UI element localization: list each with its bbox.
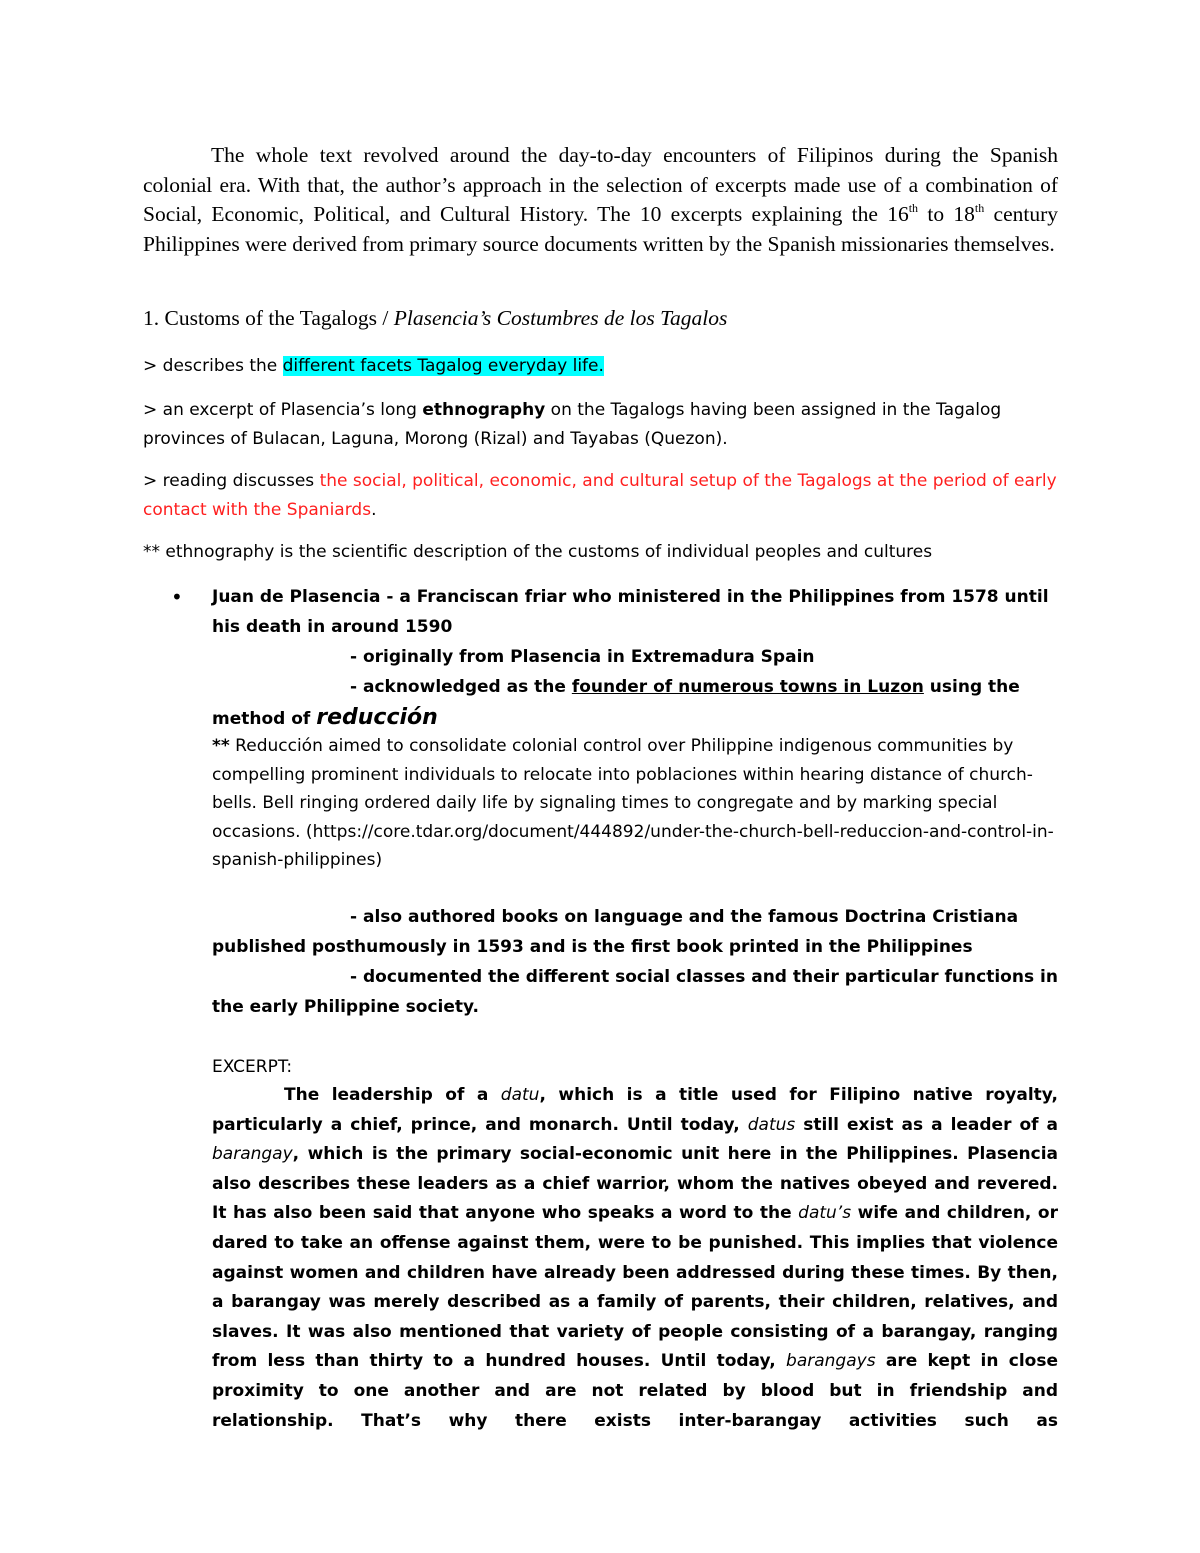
bullet-describes-pre: > describes the bbox=[143, 356, 283, 376]
bullet-reading bbox=[143, 467, 1058, 525]
note-stars: ** bbox=[212, 736, 230, 756]
classes-text: - documented the different social classes and their particular functions in the early Philippine society. bbox=[212, 967, 1058, 1017]
excerpt-barangay: barangay bbox=[212, 1144, 293, 1165]
plasencia-bio bbox=[212, 583, 1058, 642]
reduccion-note bbox=[212, 732, 1058, 875]
plasencia-founder bbox=[212, 673, 1058, 734]
ethnography-term: ethnography bbox=[422, 400, 546, 420]
intro-text-1: The whole text revolved around the day-to-day encounters of Filipinos during the Spanish colonial era. With that, the author’s approach in the selection of excerpts made use of a combination of Social, Economic, Political, and Cultural History. The 10 excerpts explaining the bbox=[143, 143, 1058, 227]
excerpt-text-3: still exist as a leader of a bbox=[795, 1114, 1059, 1135]
bullet-excerpt-post: on the Tagalogs having been assigned in the Tagalog provinces of Bulacan, Laguna, Morong (Rizal) and Tayabas (Quezon). bbox=[143, 400, 1002, 449]
intro-text-2: century Philippines were derived from primary source documents written by the Spanish missionaries themselves. bbox=[143, 202, 1059, 256]
ethnography-definition: ** ethnography is the scientific description of the customs of individual peoples and cultures bbox=[143, 542, 933, 562]
bullet-excerpt-pre: > an excerpt of Plasencia’s long bbox=[143, 400, 423, 420]
bullet-excerpt bbox=[143, 396, 1058, 454]
founder-post: using the method of bbox=[212, 677, 1020, 729]
excerpt-text-5: wife and children, or dared to take an offense against them, were to be punished. This implies that violence against women and children have already been addressed during these times. By then, a barangay was merely described as a family of parents, their children, relatives, and slaves. It was also mentioned that variety of people consisting of a barangay, ranging from less than thirty to a hundred houses. Until today, bbox=[212, 1203, 1058, 1372]
doctrina-cristiana: Doctrina Cristiana bbox=[844, 907, 1019, 927]
founder-underlined: founder of numerous towns in Luzon bbox=[571, 677, 924, 697]
intro-th-1: th bbox=[908, 201, 919, 216]
excerpt-datus: datus bbox=[747, 1114, 796, 1135]
plasencia-classes bbox=[212, 963, 1058, 1022]
intro-16: 16 bbox=[887, 202, 909, 227]
bullet-dot-icon: • bbox=[171, 585, 183, 609]
excerpt-text-2: , which is a title used for Filipino native royalty, particularly a chief, prince, and monarch. Until today, bbox=[212, 1085, 1059, 1135]
bullet-reading-post: . bbox=[371, 500, 377, 520]
red-text: the social, political, economic, and cultural setup of the Tagalogs at the period of early contact with the Spaniards bbox=[143, 471, 1057, 520]
excerpt-paragraph bbox=[212, 1081, 1058, 1436]
founder-pre: - acknowledged as the bbox=[350, 677, 572, 697]
plasencia-books bbox=[212, 903, 1058, 962]
intro-th-2: th bbox=[974, 201, 985, 216]
excerpt-barangays: barangays bbox=[786, 1351, 876, 1372]
heading-italic: Plasencia’s Costumbres de los Tagalos bbox=[393, 306, 728, 330]
books-post: published posthumously in 1593 and is the first book printed in the Philippines bbox=[212, 936, 973, 957]
excerpt-text-1: The leadership of a bbox=[284, 1085, 501, 1105]
intro-paragraph bbox=[143, 141, 1058, 259]
bullet-reading-pre: > reading discusses bbox=[143, 471, 320, 491]
section-heading bbox=[143, 303, 727, 333]
excerpt-datu: datu bbox=[500, 1085, 540, 1105]
books-pre: - also authored books on language and the famous bbox=[350, 907, 845, 927]
heading-plain: 1. Customs of the Tagalogs / bbox=[143, 306, 394, 330]
plasencia-name: Juan de Plasencia - bbox=[212, 587, 400, 607]
note-text: Reducción aimed to consolidate colonial control over Philippine indigenous communities by compelling prominent individuals to relocate into poblaciones within hearing distance of church-bells. Bell ringing ordered daily life by signaling times to congregate and by marking special occasions. (https://core.tdar.org/document/444892/under-the-church-bell-reduccion-and-control-in-spanish-philippines) bbox=[212, 736, 1054, 870]
plasencia-origin-text: - originally from Plasencia in Extremadura Spain bbox=[350, 647, 815, 667]
plasencia-desc: a Franciscan friar who ministered in the Philippines from 1578 until his death in around 1590 bbox=[212, 587, 1049, 637]
excerpt-datus-poss: datu’s bbox=[798, 1203, 852, 1224]
excerpt-label: EXCERPT: bbox=[212, 1057, 293, 1077]
intro-to-18: to 18 bbox=[918, 202, 975, 227]
bullet-describes bbox=[143, 352, 1058, 381]
reduccion-term: reducción bbox=[316, 704, 438, 730]
excerpt-text-4: , which is the primary social-economic unit here in the Philippines. Plasencia also describes these leaders as a chief warrior, whom the natives obeyed and revered. It has also been said that anyone who speaks a word to the bbox=[212, 1144, 1058, 1224]
plasencia-origin bbox=[212, 643, 1058, 673]
highlighted-text: different facets Tagalog everyday life. bbox=[282, 356, 604, 376]
excerpt-text-6: are kept in close proximity to one another and are not related by blood but in friendship and relationship. That’s why there exists inter-barangay activities such as bbox=[212, 1351, 1058, 1431]
